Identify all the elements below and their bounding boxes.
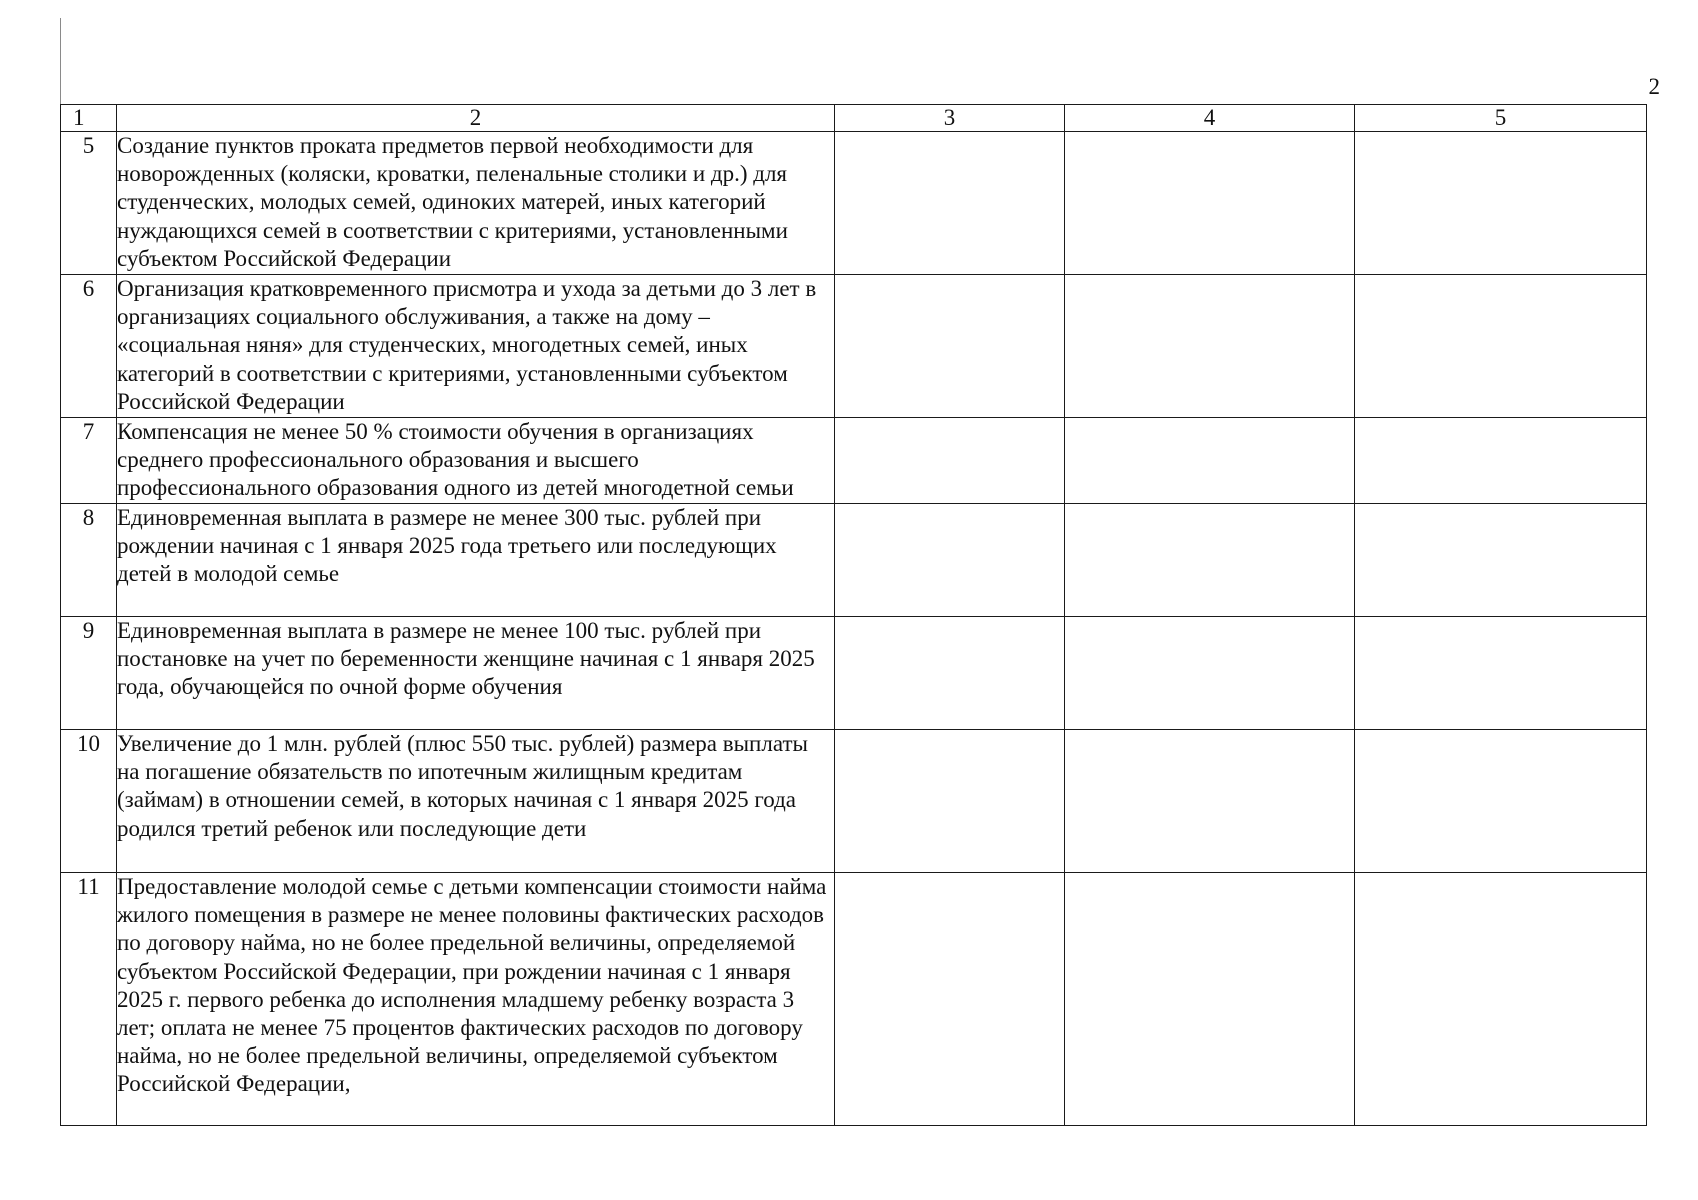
table-row	[61, 504, 1647, 617]
row-cell-col3	[835, 504, 1065, 617]
row-cell-col5	[1355, 504, 1647, 617]
table-row	[61, 275, 1647, 418]
measure-description: Создание пунктов проката предметов первой необходимости для новорожденных (коляски, кроватки, пеленальные столики и др.) для студенческих, молодых семей, одиноких матерей, иных категорий нуждающихся семей в соответствии с критериями, установленными субъектом Российской Федерации	[117, 132, 835, 275]
row-cell-col4	[1065, 275, 1355, 418]
table-row	[61, 730, 1647, 873]
measure-description: Единовременная выплата в размере не менее 300 тыс. рублей при рождении начиная с 1 января 2025 года третьего или последующих детей в молодой семье	[117, 504, 835, 617]
row-cell-col5	[1355, 617, 1647, 730]
binding-margin-line	[60, 18, 61, 108]
measure-description: Организация кратковременного присмотра и ухода за детьми до 3 лет в организациях социального обслуживания, а также на дому – «социальная няня» для студенческих, многодетных семей, иных категорий в соответствии с критериями, установленными субъектом Российской Федерации	[117, 275, 835, 418]
table-row	[61, 418, 1647, 504]
row-cell-col3	[835, 275, 1065, 418]
row-number: 5	[61, 132, 117, 275]
table-row	[61, 617, 1647, 730]
column-header-5: 5	[1355, 105, 1647, 132]
row-cell-col4	[1065, 132, 1355, 275]
measure-description: Единовременная выплата в размере не менее 100 тыс. рублей при постановке на учет по беременности женщине начиная с 1 января 2025 года, обучающейся по очной форме обучения	[117, 617, 835, 730]
page-number: 2	[1648, 74, 1660, 99]
row-number: 6	[61, 275, 117, 418]
row-cell-col4	[1065, 873, 1355, 1126]
column-header-1: 1	[61, 105, 117, 132]
column-header-3: 3	[835, 105, 1065, 132]
row-cell-col5	[1355, 275, 1647, 418]
row-number: 9	[61, 617, 117, 730]
row-number: 11	[61, 873, 117, 1126]
measures-table	[60, 104, 1647, 1126]
measure-description: Компенсация не менее 50 % стоимости обучения в организациях среднего профессионального образования и высшего профессионального образования одного из детей многодетной семьи	[117, 418, 835, 504]
row-cell-col3	[835, 617, 1065, 730]
row-cell-col5	[1355, 132, 1647, 275]
measure-description: Увеличение до 1 млн. рублей (плюс 550 тыс. рублей) размера выплаты на погашение обязательств по ипотечным жилищным кредитам (займам) в отношении семей, в которых начиная с 1 января 2025 года родился третий ребенок или последующие дети	[117, 730, 835, 873]
row-number: 7	[61, 418, 117, 504]
column-header-4: 4	[1065, 105, 1355, 132]
row-cell-col4	[1065, 617, 1355, 730]
measure-description: Предоставление молодой семье с детьми компенсации стоимости найма жилого помещения в размере не менее половины фактических расходов по договору найма, но не более предельной величины, определяемой субъектом Российской Федерации, при рождении начиная с 1 января 2025 г. первого ребенка до исполнения младшему ребенку возраста 3 лет; оплата не менее 75 процентов фактических расходов по договору найма, но не более предельной величины, определяемой субъектом Российской Федерации,	[117, 873, 835, 1126]
row-cell-col3	[835, 132, 1065, 275]
row-number: 8	[61, 504, 117, 617]
row-cell-col3	[835, 873, 1065, 1126]
table-row	[61, 873, 1647, 1126]
row-cell-col4	[1065, 730, 1355, 873]
row-number: 10	[61, 730, 117, 873]
table-row	[61, 132, 1647, 275]
row-cell-col5	[1355, 873, 1647, 1126]
row-cell-col5	[1355, 418, 1647, 504]
row-cell-col5	[1355, 730, 1647, 873]
row-cell-col3	[835, 730, 1065, 873]
row-cell-col3	[835, 418, 1065, 504]
column-header-2: 2	[117, 105, 835, 132]
column-number-row	[61, 105, 1647, 132]
row-cell-col4	[1065, 504, 1355, 617]
row-cell-col4	[1065, 418, 1355, 504]
